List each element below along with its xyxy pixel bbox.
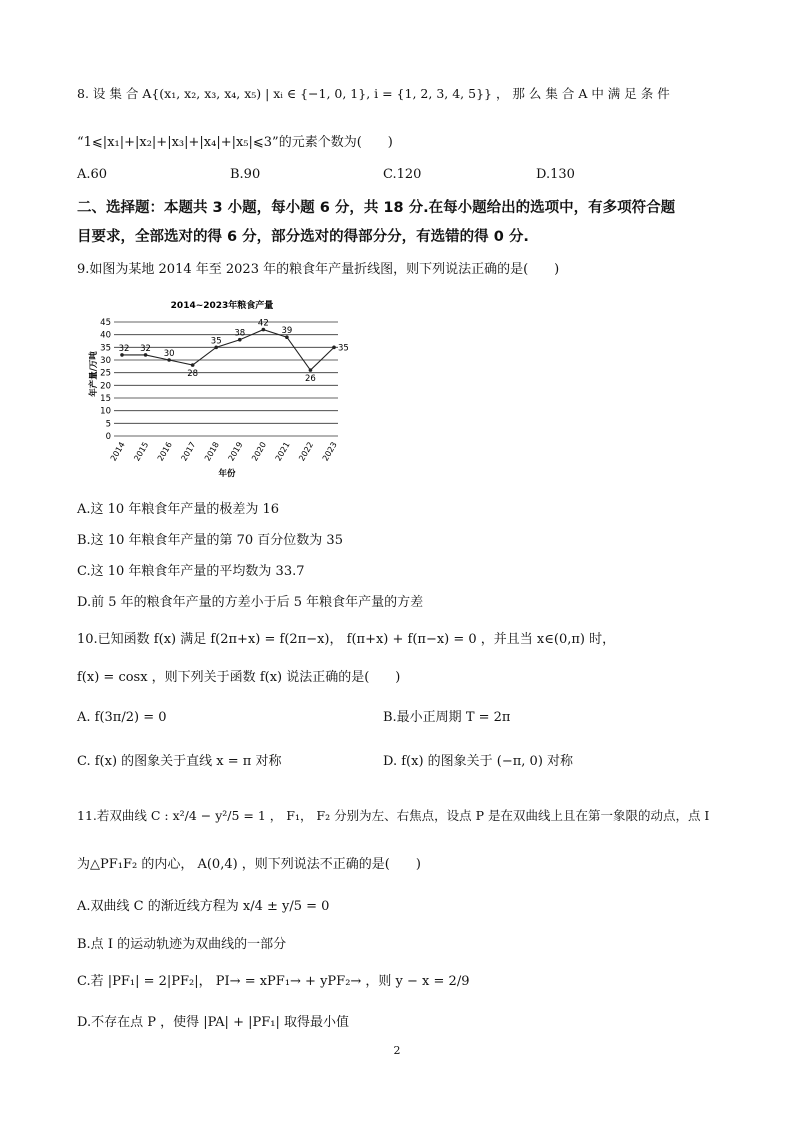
q11-stem-line2: 为△PF₁F₂ 的内心， A(0,4) ，则下列说法不正确的是( ) — [77, 857, 421, 872]
data-label: 35 — [338, 343, 349, 354]
q9-stem: 9.如图为某地 2014 年至 2023 年的粮食年产量折线图，则下列说法正确的是( ) — [77, 262, 560, 277]
y-tick-label: 25 — [100, 368, 111, 379]
x-tick-label: 2021 — [273, 440, 292, 463]
q10-option-b: B.最小正周期 T = 2π — [383, 710, 511, 725]
chart-y-ticks — [100, 318, 111, 442]
y-tick-label: 5 — [105, 419, 111, 430]
x-tick-label: 2020 — [250, 440, 269, 463]
chart-x-ticks — [109, 441, 339, 463]
x-tick-label: 2018 — [202, 440, 221, 463]
data-label: 28 — [187, 369, 199, 380]
section2-header-line1: 二、选择题：本题共 3 小题，每小题 6 分，共 18 分.在每小题给出的选项中，有多项符合题 — [77, 200, 676, 216]
y-tick-label: 45 — [100, 318, 111, 328]
y-tick-label: 30 — [100, 356, 111, 366]
data-label: 26 — [305, 374, 316, 385]
q10-option-d: D. f(x) 的图象关于 (−π, 0) 对称 — [383, 754, 574, 769]
y-tick-label: 15 — [100, 394, 111, 404]
chart-x-axis-label: 年份 — [218, 469, 236, 479]
data-label: 32 — [118, 343, 130, 354]
q11-stem-line1: 11.若双曲线 C : x²/4 − y²/5 = 1 ， F₁， F₂ 分别为左、右焦点，设点 P 是在双曲线上且在第一象限的动点，点 I — [77, 808, 710, 823]
q11-option-b: B.点 I 的运动轨迹为双曲线的一部分 — [77, 937, 287, 952]
q9-option-a: A.这 10 年粮食年产量的极差为 16 — [77, 502, 280, 517]
data-label: 35 — [210, 336, 222, 347]
chart-data-labels — [119, 319, 349, 385]
q10-stem-line1: 10.已知函数 f(x) 满足 f(2π+x) = f(2π−x)， f(π+x) + f(π−x) = 0 ，并且当 x∈(0,π) 时， — [77, 632, 616, 647]
q8-option-d: D.130 — [536, 167, 575, 182]
q9-option-d: D.前 5 年的粮食年产量的方差小于后 5 年粮食年产量的方差 — [77, 595, 424, 610]
q8-stem-line1: 8. 设 集 合 A{(x₁, x₂, x₃, x₄, x₅) | xᵢ ∈ {−1, 0, 1}, i = {1, 2, 3, 4, 5}} ， 那 么 集 合 A 中 满 足 条 件 — [77, 86, 670, 101]
chart-series-line — [122, 330, 334, 371]
x-tick-label: 2019 — [226, 440, 245, 463]
data-label: 38 — [234, 328, 246, 339]
y-tick-label: 20 — [100, 381, 111, 392]
q9-option-c: C.这 10 年粮食年产量的平均数为 33.7 — [77, 564, 305, 579]
data-label: 39 — [281, 326, 293, 337]
x-tick-label: 2017 — [179, 440, 198, 463]
q8-stem-line2: “1⩽|x₁|+|x₂|+|x₃|+|x₄|+|x₅|⩽3”的元素个数为( ) — [77, 135, 393, 150]
q11-option-c: C.若 |PF₁| = 2|PF₂|， PI→ = xPF₁→ + yPF₂→ ，则 y − x = 2/9 — [77, 974, 470, 989]
q8-option-b: B.90 — [230, 167, 261, 182]
x-tick-label: 2016 — [155, 440, 174, 463]
data-label: 32 — [140, 343, 151, 354]
x-tick-label: 2015 — [132, 440, 151, 463]
q8-option-a: A.60 — [77, 167, 108, 182]
data-label: 42 — [257, 318, 269, 329]
y-tick-label: 40 — [100, 330, 111, 341]
q10-stem-line2: f(x) = cosx ，则下列关于函数 f(x) 说法正确的是( ) — [77, 670, 401, 685]
data-point — [309, 368, 313, 372]
grain-production-line-chart — [82, 296, 352, 486]
q8-option-c: C.120 — [383, 167, 422, 182]
section2-header-line2: 目要求，全部选对的得 6 分，部分选对的得部分分，有选错的得 0 分. — [77, 229, 529, 245]
data-point — [332, 346, 336, 350]
q9-option-b: B.这 10 年粮食年产量的第 70 百分位数为 35 — [77, 533, 343, 548]
q10-option-a: A. f(3π/2) = 0 — [77, 710, 167, 725]
y-tick-label: 0 — [105, 432, 111, 442]
q11-option-a: A.双曲线 C 的渐近线方程为 x/4 ± y/5 = 0 — [77, 899, 330, 914]
y-tick-label: 10 — [100, 406, 111, 417]
data-point — [191, 363, 195, 367]
page-number: 2 — [393, 1044, 401, 1057]
data-label: 30 — [163, 349, 175, 359]
chart-title: 2014~2023年粮食产量 — [170, 301, 274, 311]
q11-option-d: D.不存在点 P ，使得 |PA| + |PF₁| 取得最小值 — [77, 1015, 349, 1030]
y-tick-label: 35 — [100, 343, 111, 354]
x-tick-label: 2014 — [108, 440, 127, 463]
x-tick-label: 2023 — [320, 440, 339, 463]
q10-option-c: C. f(x) 的图象关于直线 x = π 对称 — [77, 754, 282, 769]
x-tick-label: 2022 — [297, 440, 316, 463]
chart-y-axis-label: 年产量/万吨 — [89, 351, 99, 397]
